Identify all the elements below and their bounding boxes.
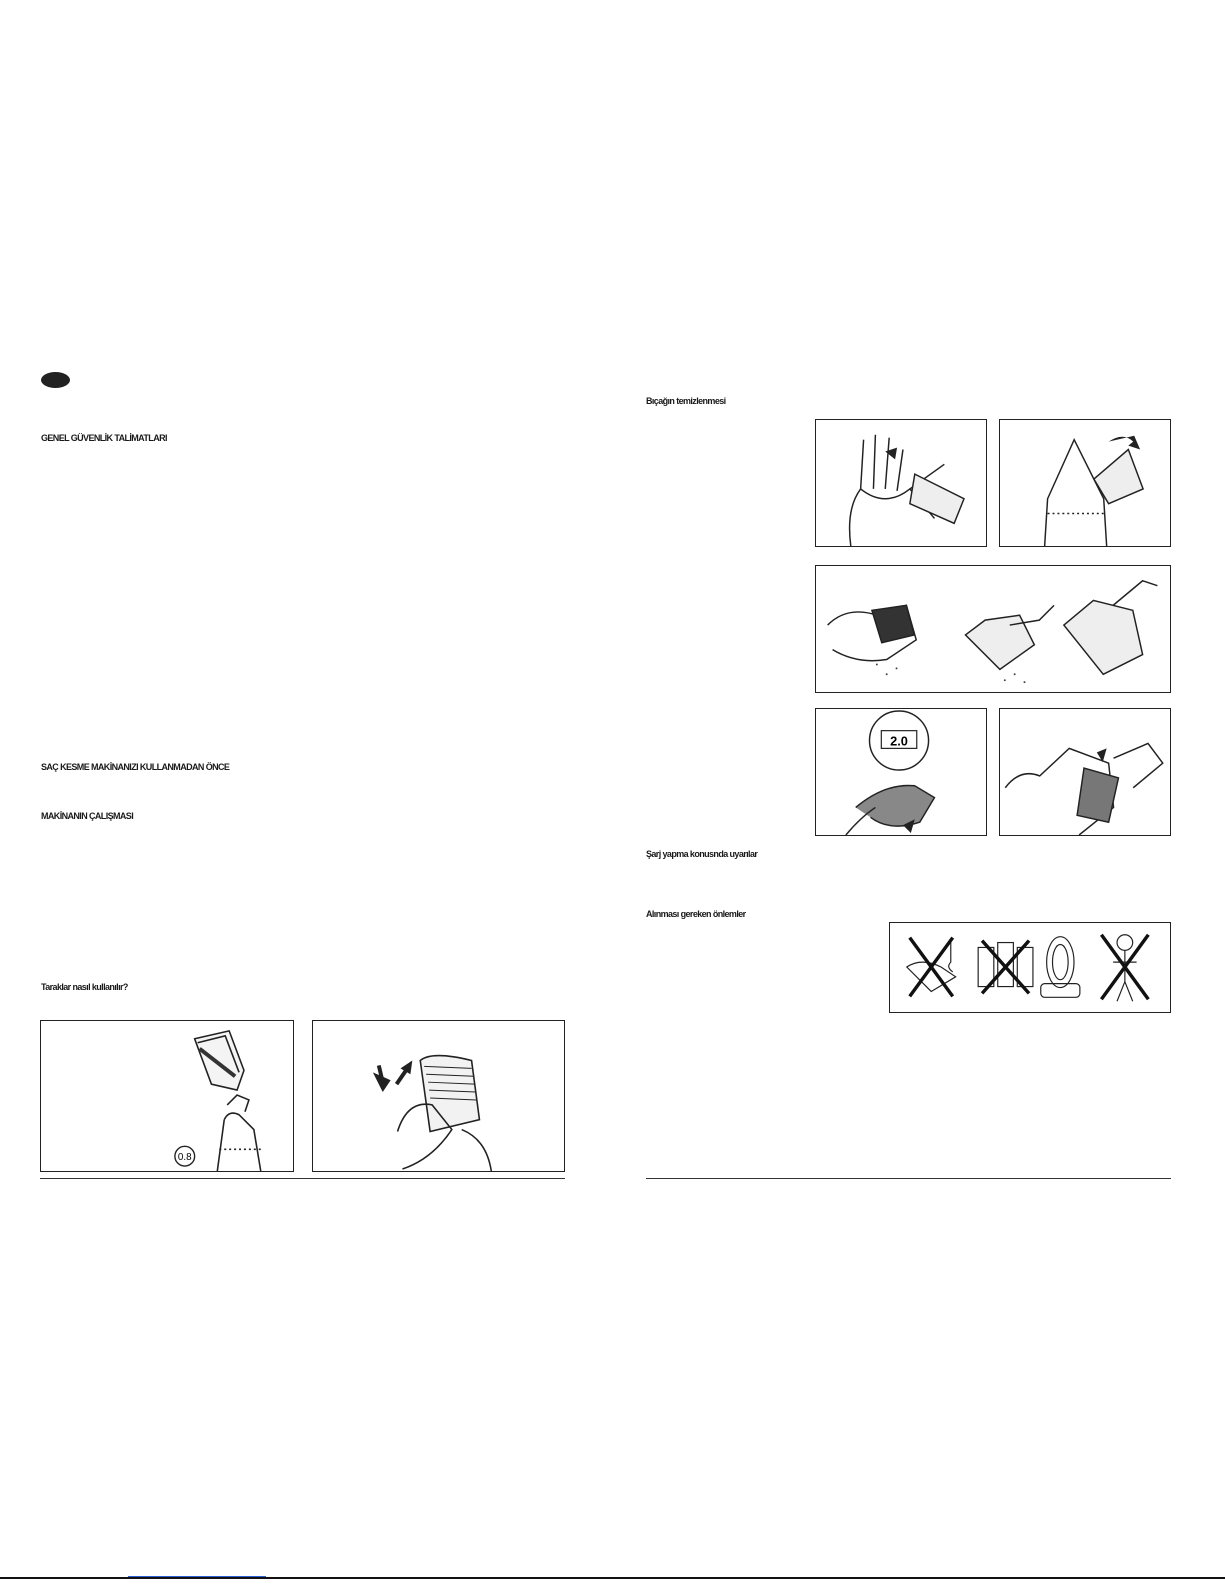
right-page-rule [646,1178,1171,1179]
heading-general-safety: GENEL GÜVENLİK TALİMATLARI [41,433,167,443]
comb-dial-value: 0.8 [177,1152,192,1164]
figure-precautions [889,922,1171,1013]
figure-clean-open [999,419,1171,547]
heading-charging-warnings: Şarj yapma konusnda uyarılar [646,849,758,859]
footer-link-underline[interactable] [128,1576,266,1577]
heading-precautions: Alınması gereken önlemler [646,909,746,919]
blade-dial-value: 2.0 [890,733,908,749]
figure-comb-slide [312,1020,565,1172]
footer-line [0,1577,1225,1579]
heading-combs: Taraklar nasıl kullanılır? [41,982,128,992]
heading-operation: MAKİNANIN ÇALIŞMASI [41,811,134,821]
figure-clean-hand [815,419,987,547]
blade-open-illustration [1000,420,1170,546]
cross-mark-icon [910,935,1149,1000]
figure-blade-adjust [815,708,987,836]
blade-insert-illustration [1000,709,1170,835]
figure-blade-insert [999,708,1171,836]
figure-clean-brush [815,565,1171,693]
heading-blade-cleaning: Bıçağın temizlenmesi [646,396,726,406]
comb-attach-illustration [41,1021,293,1171]
figure-comb-attach [40,1020,294,1172]
brush-cleaning-illustration [816,566,1170,692]
blade-adjust-illustration [816,709,986,835]
precautions-illustration [890,923,1170,1012]
arrow-icon [373,1060,412,1092]
left-page-rule [40,1178,565,1179]
hand-tap-illustration [816,420,986,546]
heading-before-use: SAÇ KESME MAKİNANIZI KULLANMADAN ÖNCE [41,762,230,772]
comb-slide-illustration [313,1021,564,1171]
language-badge-icon [41,372,70,388]
